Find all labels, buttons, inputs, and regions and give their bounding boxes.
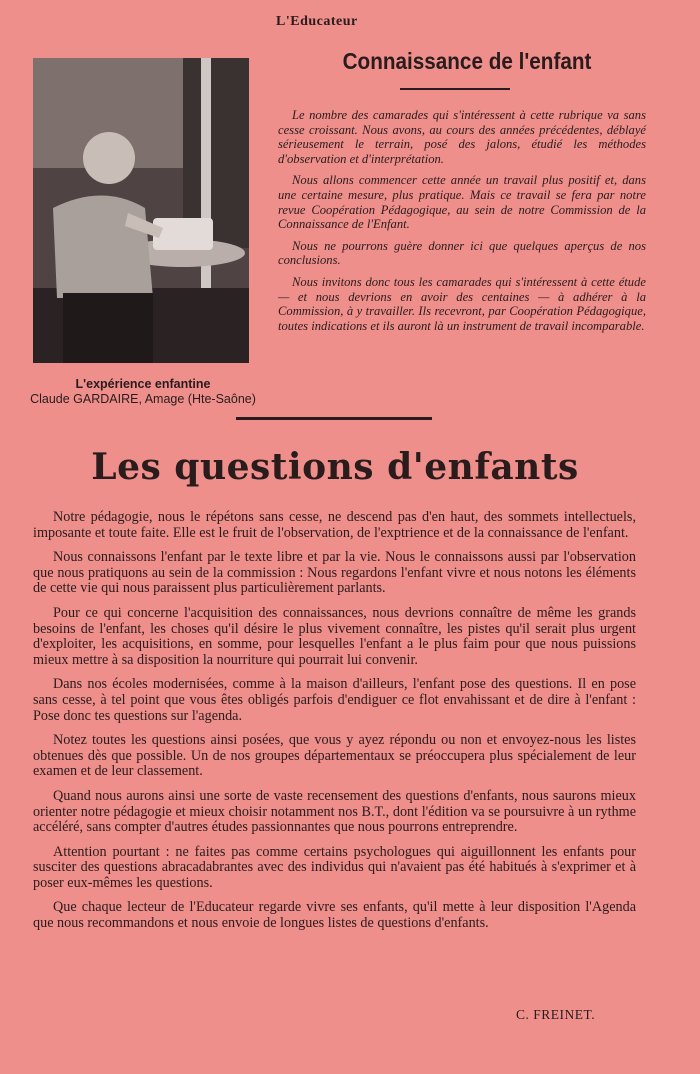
photo-caption <box>20 377 266 407</box>
photo-caption-title: L'expérience enfantine <box>75 377 211 391</box>
photo-caption-credit: Claude GARDAIRE, Amage (Hte-Saône) <box>30 392 256 406</box>
section-divider <box>236 417 432 420</box>
article-paragraph: Attention pourtant : ne faites pas comme certains psychologues qui aiguillonnent les enfants pour susciter des questions abracadabrantes avec des individus qui n'avaient pas été habitués à s'exprimer et à poser eux-mêmes les questions. <box>33 843 636 891</box>
intro-paragraph: Nous allons commencer cette année un travail plus positif et, dans une certaine mesure, plus pratique. Mais ce travail se fera par notre revue Coopération Pédagogique, au sein de notre Commission de la Connaissance de l'Enfant. <box>278 173 646 232</box>
rubric-title: Connaissance de l'enfant <box>342 48 592 74</box>
child-photo <box>33 58 249 363</box>
article-paragraph: Pour ce qui concerne l'acquisition des connaissances, nous devrions connaître de même les grands besoins de l'enfant, les choses qu'il désire le plus vivement connaître, les pistes qu'il serait plus urgent d'exploiter, les acquisitions, en somme, pour lesquelles l'enfant a le plus faim pour que nous puissions mieux mettre à sa disposition la nourriture qui pourrait lui convenir. <box>33 604 636 668</box>
article-body <box>33 510 636 941</box>
rubric-title-rule <box>400 88 510 90</box>
article-signature: C. FREINET. <box>516 1007 596 1022</box>
intro-paragraph: Nous invitons donc tous les camarades qui s'intéressent à cette étude — et nous devrions en avoir des centaines — à adhérer à la Commission, à y travailler. Ils recevront, par Coopération Pédagogique, toutes indications et ils auront là un instrument de travail incomparable. <box>278 274 646 333</box>
intro-paragraph: Le nombre des camarades qui s'intéressent à cette rubrique va sans cesse croissant. Nous avons, au cours des années précédentes, déblayé sérieusement le terrain, posé des jalons, étudié les méthodes d'observation et d'interprétation. <box>278 108 646 166</box>
article-paragraph: Nous connaissons l'enfant par le texte libre et par la vie. Nous le connaissons aussi par l'observation que nous pratiquons au sein de la commission : Nous regardons l'enfant vivre et nous notons les éléments de cette vie qui nous paraissent plus particulièrement parlants. <box>33 549 636 597</box>
article-paragraph: Notre pédagogie, nous le répétons sans cesse, ne descend pas d'en haut, des sommets intellectuels, imposante et toute faite. Elle est le fruit de l'observation, de l'exptrience et de la connaissance de l'enfant. <box>33 509 636 541</box>
intro-paragraph: Nous ne pourrons guère donner ici que quelques aperçus de nos conclusions. <box>278 238 646 268</box>
journal-header: L'Educateur <box>276 14 358 29</box>
rubric-intro <box>278 108 646 340</box>
article-paragraph: Dans nos écoles modernisées, comme à la maison d'ailleurs, l'enfant pose des questions. Il en pose sans cesse, à tel point que vous êtes obligés parfois d'endiguer ce flot envahissant et de dire à l'enfant : Pose donc tes questions sur l'agenda. <box>33 676 636 724</box>
article-paragraph: Quand nous aurons ainsi une sorte de vaste recensement des questions d'enfants, nous saurons mieux orienter notre pédagogie et mieux choisir notamment nos B.T., dont l'édition va se poursuivre à un rythme accéléré, sans compter d'autres études passionnantes que nous pourrons entreprendre. <box>33 787 636 836</box>
article-title: Les questions d'enfants <box>91 446 579 488</box>
article-paragraph: Que chaque lecteur de l'Educateur regarde vivre ses enfants, qu'il mette à leur disposition l'Agenda que nous recommandons et nous envoie de longues listes de questions d'enfants. <box>33 899 636 932</box>
article-paragraph: Notez toutes les questions ainsi posées, que vous y ayez répondu ou non et envoyez-nous les listes obtenues dès que possible. Un de nos groupes départementaux se préoccupera plus spécialement de leur examen et de leur classement. <box>33 732 636 780</box>
